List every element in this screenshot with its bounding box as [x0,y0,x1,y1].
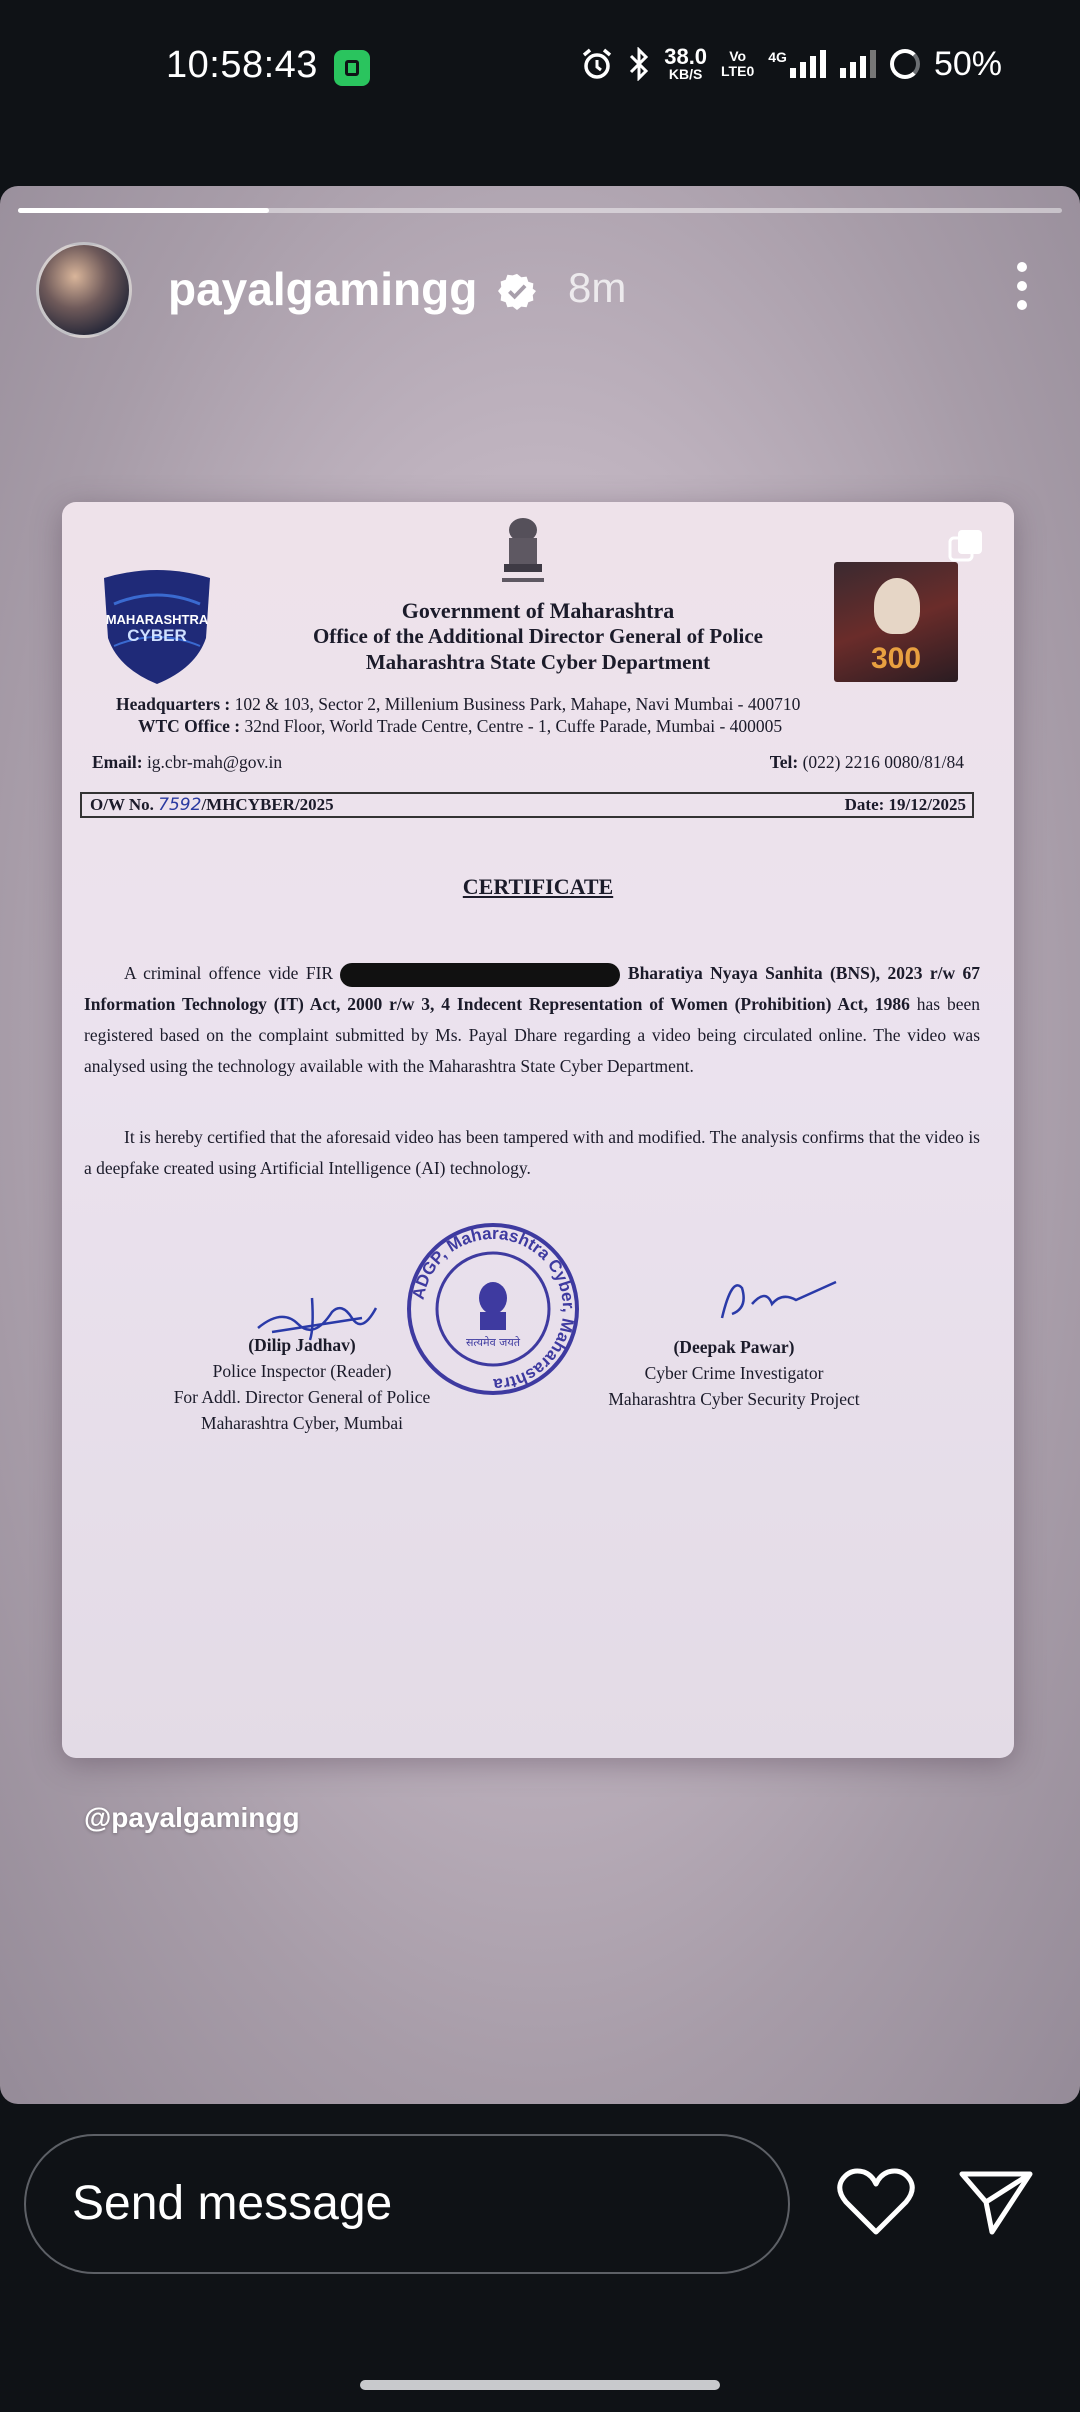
certificate-paragraph-1: A criminal offence vide FIR Bharatiya Nyaya Sanhita (BNS), 2023 r/w 67 Information Technology (IT) Act, 2000 r/w 3, 4 Indecent Representation of Women (Prohibition) Act, 1986 has been registered based on the complaint submitted by Ms. Payal Dhare regarding a video being circulated online. The video was analysed using the technology available with the Maharashtra State Cyber Department. [84,963,981,1076]
status-bar [0,0,1080,140]
copy-icon[interactable] [946,526,986,566]
story-progress-bar [18,208,1062,213]
svg-text:MAHARASHTRA: MAHARASHTRA [105,612,209,627]
verified-badge-icon [498,272,536,310]
document-date: Date: 19/12/2025 [844,795,966,814]
more-options-icon[interactable] [1010,258,1034,322]
app-notification-icon [334,50,370,86]
doc-heading-department: Maharashtra State Cyber Department [365,650,711,674]
certificate-paragraph-2: It is hereby certified that the aforesaid video has been tampered with and modified. The analysis confirms that the video is a deepfake created using Artificial Intelligence (AI) technology. [84,1127,980,1178]
volte-icon: Vo LTE0 [721,48,755,79]
certificate-title: CERTIFICATE [462,874,614,899]
doc-heading-office: Office of the Additional Director General of Police [312,624,764,648]
svg-text:ADGP, Maharashtra Cyber, Mahar: ADGP, Maharashtra Cyber, Maharashtra [408,1223,579,1395]
doc-heading-govt: Government of Maharashtra [401,598,675,623]
avatar[interactable] [36,242,132,338]
send-message-input[interactable] [24,2134,790,2274]
story-viewer[interactable] [0,186,1080,2104]
reference-number: O/W No. 7592/MHCYBER/2025 [90,795,334,815]
send-message-placeholder: Send message [72,2177,393,2230]
story-time: 8m [568,264,627,311]
send-icon[interactable] [958,2166,1034,2238]
right-logo-image: 300 [834,562,958,682]
story-progress-fill [18,208,269,213]
heart-icon[interactable] [836,2166,916,2238]
story-reply-bar [0,2104,1080,2412]
story-header [36,242,1046,338]
svg-text:सत्यमेव जयते: सत्यमेव जयते [465,1336,521,1349]
hq-address: Headquarters : 102 & 103, Sector 2, Millenium Business Park, Mahape, Navi Mumbai - 400710 [116,694,801,714]
signature-block-left: (Dilip Jadhav) Police Inspector (Reader) For Addl. Director General of Police Maharashtra Cyber, Mumbai [173,1335,431,1433]
alarm-icon [580,47,614,81]
svg-text:CYBER: CYBER [127,626,187,645]
status-time: 10:58:43 [166,44,318,86]
story-username[interactable]: payalgamingg [168,263,478,315]
doc-email: Email: ig.cbr-mah@gov.in [92,752,283,772]
status-icons [580,44,1002,84]
national-emblem-icon [492,514,554,594]
wtc-address: WTC Office : 32nd Floor, World Trade Centre, Centre - 1, Cuffe Parade, Mumbai - 400005 [138,716,783,736]
home-indicator[interactable] [360,2380,720,2390]
battery-percent: 50% [933,44,1002,83]
signal-icon [840,50,876,78]
mention-sticker[interactable]: @payalgamingg [84,1802,300,1833]
redaction-mark [340,963,620,987]
bluetooth-icon [628,47,650,81]
signature-block-right: (Deepak Pawar) Cyber Crime Investigator Maharashtra Cyber Security Project [608,1337,860,1409]
net-speed: 38.0 KB/S [664,43,708,82]
reference-box [80,792,974,818]
certificate-document [62,502,1014,1758]
battery-ring-icon [890,49,920,79]
signal-4g-icon: 4G [768,50,826,78]
doc-tel: Tel: (022) 2216 0080/81/84 [769,752,964,772]
official-stamp-image [404,1220,582,1398]
